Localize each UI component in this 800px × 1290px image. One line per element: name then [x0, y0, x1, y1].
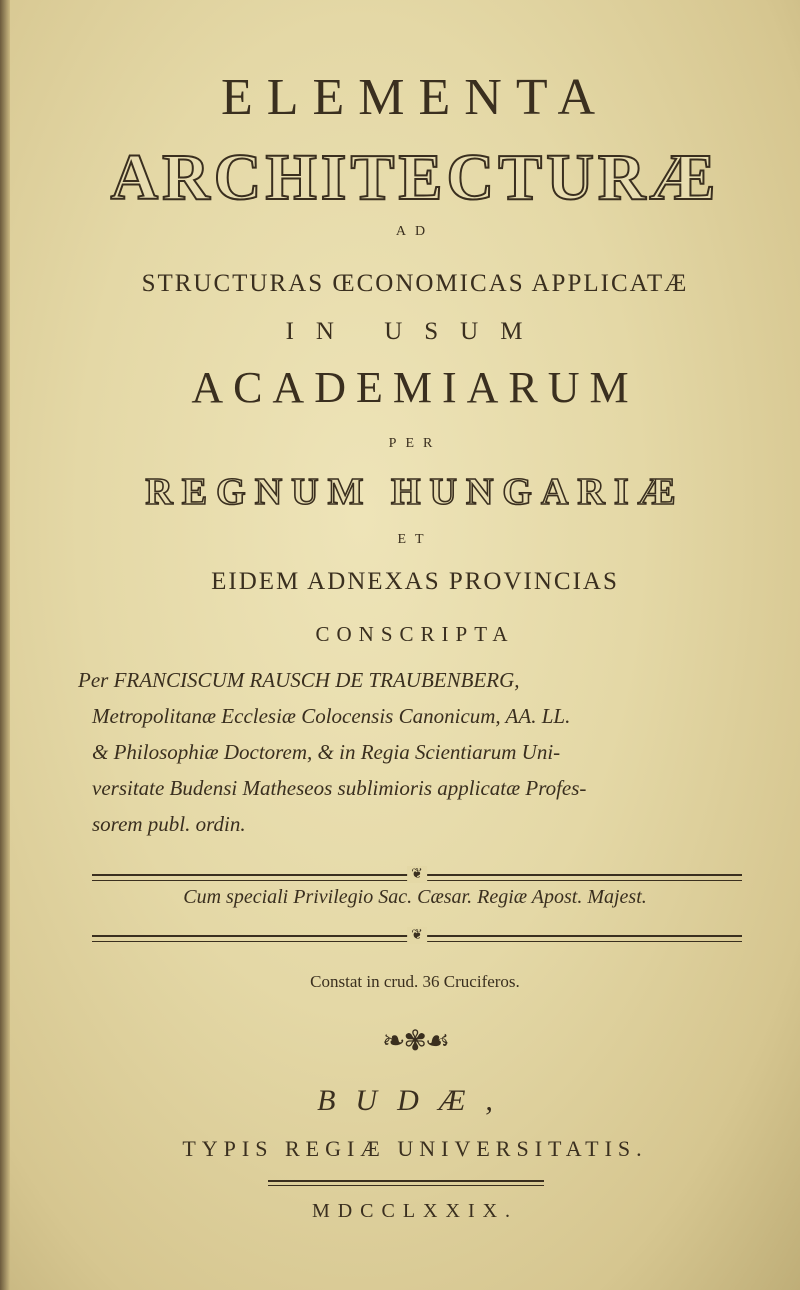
- title-line-elementa: ELEMENTA: [221, 69, 609, 126]
- imprint-place: BUDÆ,: [317, 1084, 513, 1117]
- double-rule: [268, 1180, 544, 1186]
- title-line-structuras: STRUCTURAS ŒCONOMICAS APPLICATÆ: [141, 270, 689, 297]
- author-paragraph: [78, 662, 768, 842]
- printers-ornament-icon: ❧✾☙: [381, 1026, 449, 1057]
- title-line-et: ET: [397, 532, 433, 547]
- author-line: Per FRANCISCUM RAUSCH DE TRAUBENBERG,: [78, 668, 520, 692]
- title-line-regnum-hungariae: REGNUM HUNGARIÆ: [145, 471, 685, 513]
- fleuron-icon: ❦: [407, 927, 427, 944]
- price-line: Constat in crud. 36 Cruciferos.: [310, 972, 520, 991]
- ornamental-rule-top: [92, 867, 742, 882]
- title-line-in-usum: IN USUM: [285, 318, 545, 345]
- title-line-provincias: EIDEM ADNEXAS PROVINCIAS: [211, 568, 619, 595]
- author-line: & Philosophiæ Doctorem, & in Regia Scientiarum Uni-: [92, 740, 561, 764]
- title-line-ad: AD: [395, 224, 435, 239]
- fleuron-icon: ❦: [407, 866, 427, 883]
- imprint-year: MDCCLXXIX.: [311, 1200, 519, 1222]
- privilege-line: Cum speciali Privilegio Sac. Cæsar. Regiæ Apost. Majest.: [183, 886, 647, 908]
- title-line-architecturae: ARCHITECTURÆ: [110, 141, 720, 214]
- imprint-printer: TYPIS REGIÆ UNIVERSITATIS.: [182, 1136, 648, 1161]
- title-line-conscripta: CONSCRIPTA: [315, 622, 515, 646]
- author-line: Metropolitanæ Ecclesiæ Colocensis Canonicum, AA. LL.: [92, 704, 571, 728]
- title-line-academiarum: ACADEMIARUM: [191, 363, 639, 412]
- author-line: sorem publ. ordin.: [92, 812, 246, 836]
- author-line: versitate Budensi Matheseos sublimioris applicatæ Profes-: [92, 776, 587, 800]
- title-line-per: PER: [388, 436, 442, 451]
- ornamental-rule-bottom: [92, 928, 742, 943]
